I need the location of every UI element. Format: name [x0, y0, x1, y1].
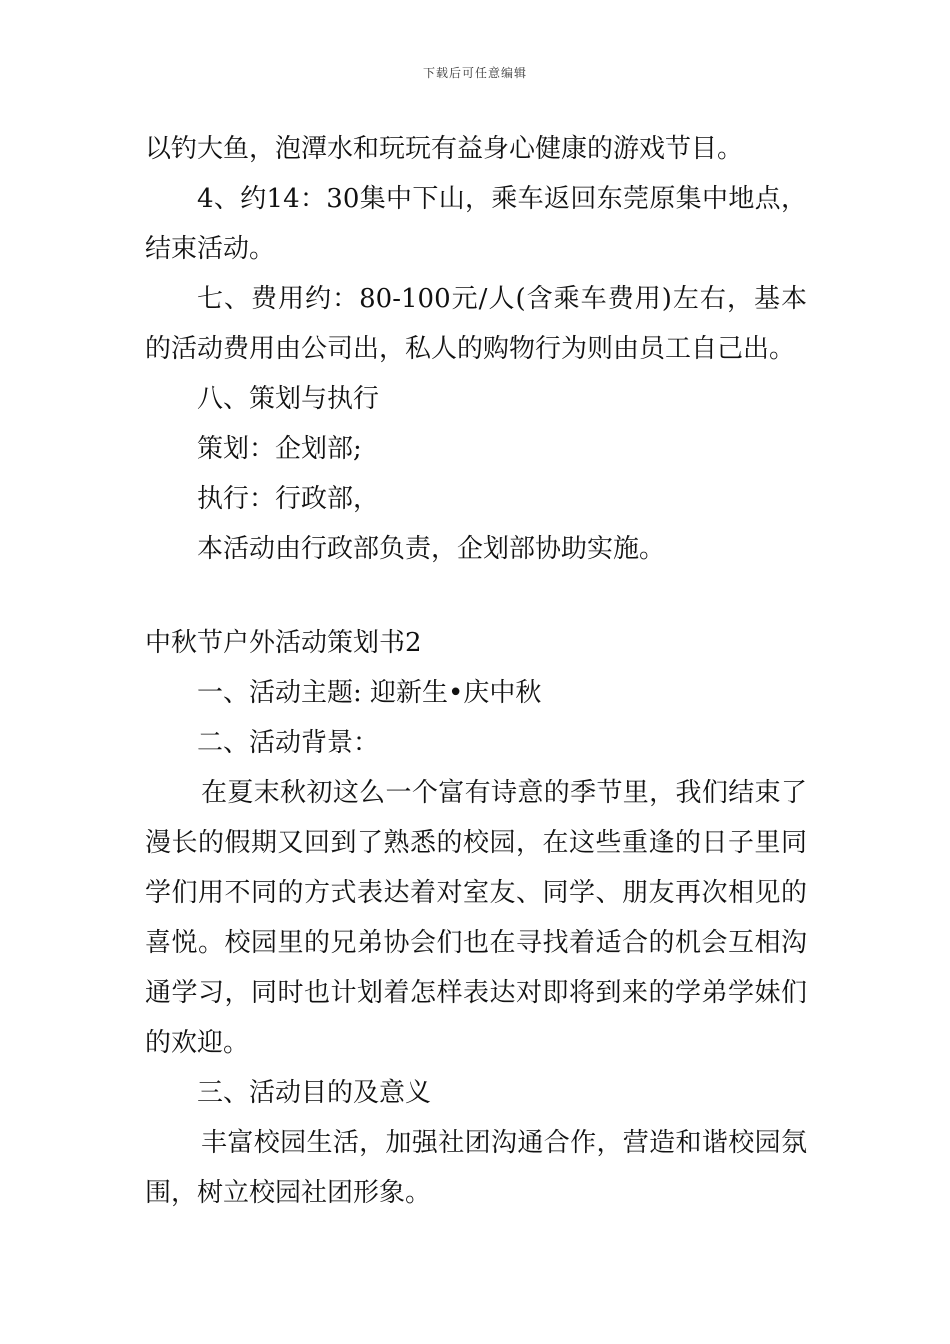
paragraph: 本活动由行政部负责，企划部协助实施。 [197, 534, 666, 564]
paragraph: 策划：企划部; [197, 434, 362, 464]
section-spacer [145, 574, 807, 618]
section-title: 中秋节户外活动策划书2 [145, 628, 422, 658]
document-body [145, 124, 807, 1218]
page-header-note: 下载后可任意编辑 [422, 66, 527, 80]
paragraph: 七、费用约：80-100元/人(含乘车费用)左右，基本的活动费用由公司出，私人的购物行为则由员工自己出。 [145, 284, 807, 364]
paragraph: 以钓大鱼，泡潭水和玩玩有益身心健康的游戏节目。 [145, 134, 744, 164]
paragraph: 在夏末秋初这么一个富有诗意的季节里，我们结束了漫长的假期又回到了熟悉的校园，在这些重逢的日子里同学们用不同的方式表达着对室友、同学、朋友再次相见的喜悦。校园里的兄弟协会们也在寻找着适合的机会互相沟通学习，同时也计划着怎样表达对即将到来的学弟学妹们的欢迎。 [145, 778, 807, 1058]
paragraph-heading: 八、策划与执行 [197, 384, 380, 414]
paragraph: 丰富校园生活，加强社团沟通合作，营造和谐校园氛围，树立校园社团形象。 [145, 1128, 807, 1208]
paragraph: 4、约14：30集中下山，乘车返回东莞原集中地点，结束活动。 [145, 184, 807, 264]
paragraph-heading: 三、活动目的及意义 [197, 1078, 432, 1108]
paragraph-heading: 二、活动背景： [197, 728, 380, 758]
paragraph-heading: 一、活动主题: 迎新生•庆中秋 [197, 678, 542, 708]
paragraph: 执行：行政部， [197, 484, 380, 514]
